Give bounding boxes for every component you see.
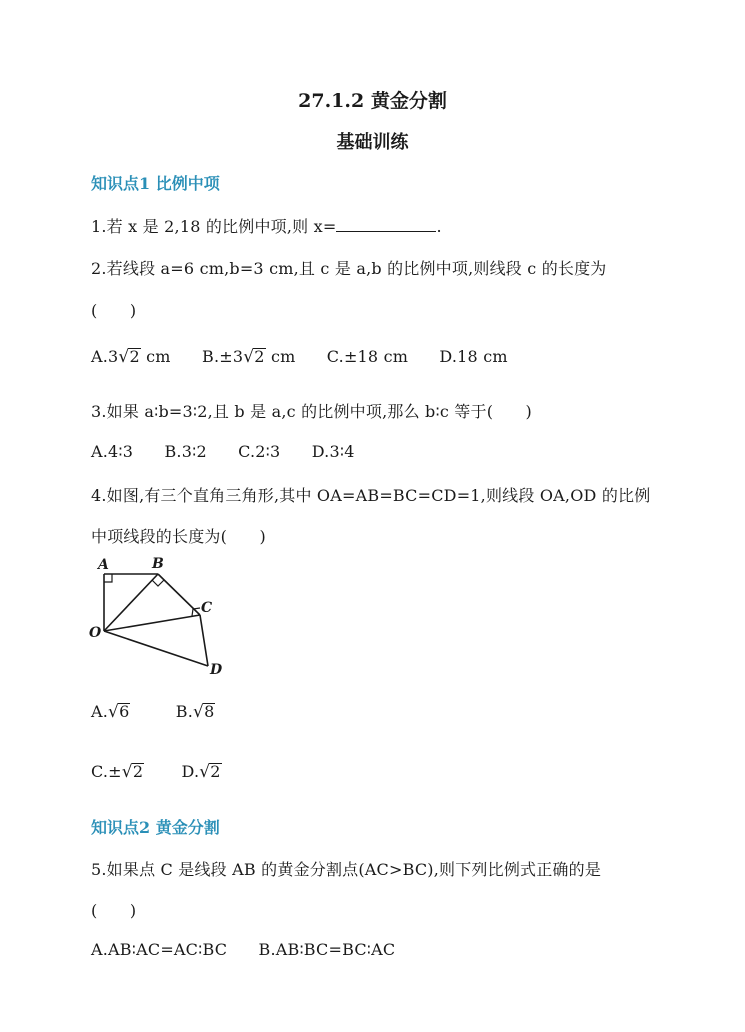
option-b[interactable]: B.AB∶BC=BC∶AC	[258, 940, 396, 959]
question-3-text: 3.如果 a∶b=3∶2,且 b 是 a,c 的比例中项,那么 b∶c 等于( )	[91, 402, 532, 421]
question-2-options	[91, 347, 534, 367]
sqrt-icon: √	[118, 347, 130, 367]
option-c-radicand: 2	[132, 762, 144, 781]
option-a[interactable]	[91, 347, 171, 367]
page-title: 27.1.2 黄金分割	[298, 90, 447, 112]
option-a[interactable]: A.AB∶AC=AC∶BC	[91, 940, 228, 959]
question-4-text-line1: 4.如图,有三个直角三角形,其中 OA=AB=BC=CD=1,则线段 OA,OD 的比例	[91, 486, 651, 505]
option-d[interactable]: D.18 cm	[439, 347, 508, 366]
question-4-text-line2: 中项线段的长度为( )	[91, 527, 266, 546]
option-d-label: D.	[181, 762, 200, 781]
label-o: O	[89, 625, 102, 641]
option-b-radicand: 8	[204, 702, 215, 721]
option-a[interactable]	[91, 702, 130, 722]
question-4-options-row2	[91, 762, 248, 782]
option-b[interactable]	[176, 702, 216, 722]
option-b-label: B.	[175, 702, 194, 721]
label-b: B	[152, 556, 164, 572]
question-1-end: .	[436, 217, 442, 236]
option-d[interactable]	[182, 762, 222, 782]
page-subtitle: 基础训练	[336, 132, 409, 153]
question-4-options-row1	[91, 702, 241, 722]
sqrt-icon: √	[199, 762, 211, 782]
option-b[interactable]	[202, 347, 296, 367]
option-a-radicand: 2	[129, 347, 140, 366]
right-angle-mark-a	[104, 574, 112, 582]
option-c[interactable]: C.2∶3	[238, 442, 281, 461]
option-a-radicand: 6	[119, 702, 130, 721]
right-angle-mark-b	[152, 580, 164, 586]
question-2-text: 2.若线段 a=6 cm,b=3 cm,且 c 是 a,b 的比例中项,则线段 c 的长度为	[91, 259, 607, 278]
option-d-radicand: 2	[210, 762, 221, 781]
option-b-label: B.±3	[201, 347, 244, 366]
answer-blank[interactable]	[336, 217, 436, 232]
question-1-text: 1.若 x 是 2,18 的比例中项,则 x=	[91, 217, 337, 236]
option-b[interactable]: B.3∶2	[164, 442, 207, 461]
option-a-label: A.	[91, 702, 109, 721]
sqrt-icon: √	[243, 347, 255, 367]
section-heading-2: 知识点2 黄金分割	[91, 818, 220, 837]
option-c[interactable]: C.±18 cm	[326, 347, 409, 366]
option-c[interactable]	[91, 762, 144, 782]
option-d[interactable]: D.3∶4	[311, 442, 355, 461]
sqrt-icon: √	[108, 702, 120, 722]
section-heading-1: 知识点1 比例中项	[91, 174, 220, 193]
question-1	[91, 214, 442, 237]
option-b-radicand: 2	[254, 347, 265, 366]
label-a: A	[98, 557, 109, 573]
sqrt-icon: √	[121, 762, 133, 782]
question-5-paren: ( )	[91, 901, 137, 920]
question-5-text: 5.如果点 C 是线段 AB 的黄金分割点(AC>BC),则下列比例式正确的是	[91, 860, 602, 879]
question-5-options	[91, 940, 421, 959]
sqrt-icon: √	[193, 702, 205, 722]
triangle-figure	[88, 553, 238, 678]
question-2-paren: ( )	[91, 301, 137, 320]
question-3-options	[91, 442, 381, 461]
option-c-label: C.±	[91, 762, 122, 781]
label-d: D	[210, 662, 223, 678]
segment-od	[104, 631, 208, 666]
option-a-label: A.3	[91, 347, 119, 366]
segment-cd	[200, 615, 208, 666]
option-a[interactable]: A.4∶3	[91, 442, 134, 461]
option-b-unit: cm	[265, 347, 296, 366]
option-a-unit: cm	[140, 347, 171, 366]
label-c: C	[201, 600, 213, 616]
segment-oc	[104, 615, 200, 631]
